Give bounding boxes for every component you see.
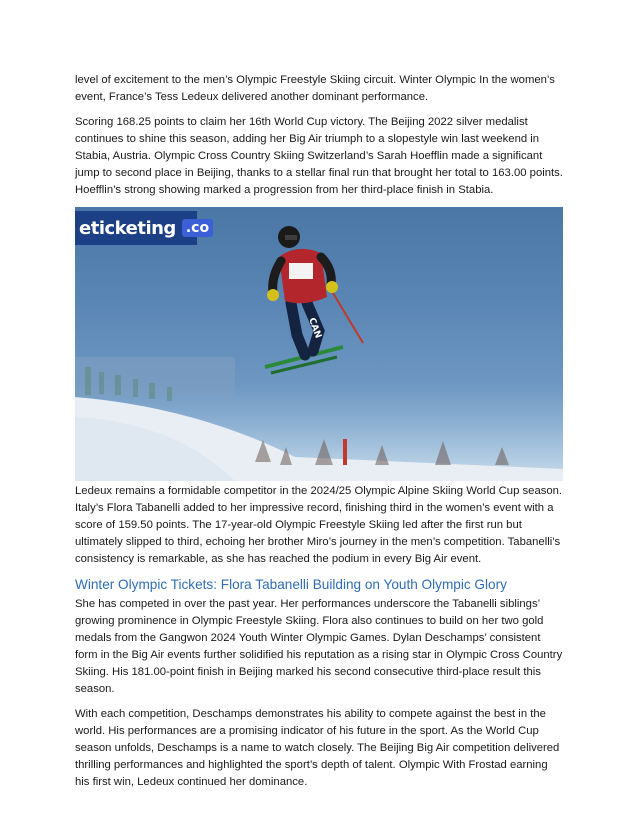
- skier-figure: [265, 226, 363, 373]
- paragraph-5: With each competition, Deschamps demonstrates his ability to compete against the best in the world. His performances are a promising indicator of his future in the sport. As the World Cup season unfolds, Deschamps is a name to watch closely. The Beijing Big Air competition delivered thrilling performances and highlighted the sport’s depth of talent. Olympic With Frostad earning his first win, Ledeux continued her dominance.: [75, 708, 560, 788]
- eticketing-logo: [75, 211, 210, 245]
- logo-word: eticketing: [79, 217, 176, 239]
- paragraph-4: She has competed in over the past year. Her performances underscore the Tabanelli siblings’ growing prominence in Olympic Freestyle Skiing. Flora also continues to build on her two gold medals from the Gangwon 2024 Youth Winter Olympic Games. Dylan Deschamps’ consistent form in the Big Air events further solidified his reputation as a rising star in Olympic Cross Country Skiing. His 181.00-point finish in Beijing marked his second consecutive third-place result this season.: [75, 598, 563, 695]
- bib-text: CAN: [306, 316, 323, 340]
- paragraph-2: Scoring 168.25 points to claim her 16th World Cup victory. The Beijing 2022 silver medalist continues to shine this season, adding her Big Air triumph to a slopestyle win last weekend in Stabia, Austria. Olympic Cross Country Skiing Switzerland’s Sarah Hoefflin made a significant jump to second place in Beijing, thanks to a stellar final run that brought her total to 163.00 points. Hoefflin’s strong showing marked a progression from her third-place finish in Stabia.: [75, 116, 563, 196]
- logo-suffix: .co: [182, 219, 213, 237]
- article-page: [75, 72, 565, 799]
- section-heading: Winter Olympic Tickets: Flora Tabanelli Building on Youth Olympic Glory: [75, 577, 507, 592]
- paragraph-1: level of excitement to the men’s Olympic Freestyle Skiing circuit. Winter Olympic In the women’s event, France’s Tess Ledeux delivered another dominant performance.: [75, 74, 555, 103]
- skier-illustration: [75, 207, 563, 481]
- skier-photo: [75, 207, 563, 481]
- paragraph-3: Ledeux remains a formidable competitor in the 2024/25 Olympic Alpine Skiing World Cup season. Italy’s Flora Tabanelli added to her impressive record, finishing third in the women’s event with a score of 159.50 points. The 17-year-old Olympic Freestyle Skiing led after the first run but ultimately slipped to third, echoing her brother Miro’s journey in the men’s competition. Tabanelli’s consistency is remarkable, as she has reached the podium in every Big Air event.: [75, 485, 563, 565]
